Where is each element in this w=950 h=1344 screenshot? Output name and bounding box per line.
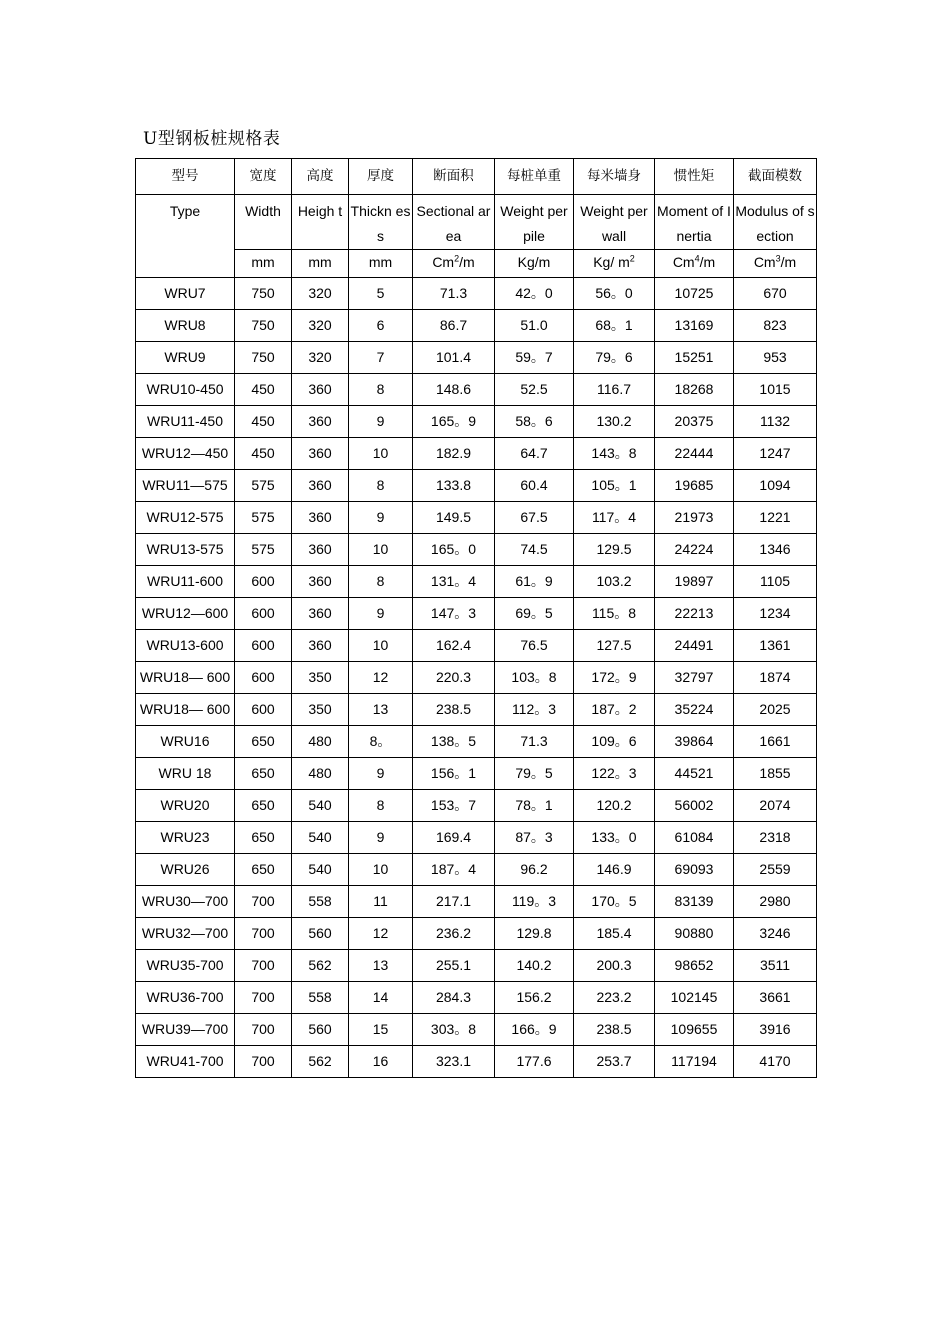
cell-sectional-area: 169.4 xyxy=(413,822,495,854)
cell-sectional-area: 71.3 xyxy=(413,278,495,310)
cell-type: WRU12—450 xyxy=(136,438,235,470)
cell-height: 360 xyxy=(292,598,349,630)
cell-modulus-of-section: 1346 xyxy=(734,534,817,566)
cell-width: 450 xyxy=(235,374,292,406)
cell-type: WRU9 xyxy=(136,342,235,374)
header-cn-width: 宽度 xyxy=(235,159,292,195)
cell-moment-of-inertia: 35224 xyxy=(655,694,734,726)
cell-weight-per-pile: 58。6 xyxy=(495,406,574,438)
cell-type: WRU39—700 xyxy=(136,1014,235,1046)
cell-width: 600 xyxy=(235,630,292,662)
cell-weight-per-wall: 187。2 xyxy=(574,694,655,726)
cell-width: 600 xyxy=(235,662,292,694)
table-row xyxy=(136,438,817,470)
cell-weight-per-pile: 156.2 xyxy=(495,982,574,1014)
cell-height: 540 xyxy=(292,854,349,886)
cell-width: 650 xyxy=(235,726,292,758)
cell-moment-of-inertia: 109655 xyxy=(655,1014,734,1046)
cell-weight-per-wall: 115。8 xyxy=(574,598,655,630)
unit-base: Cm xyxy=(432,254,455,270)
cell-modulus-of-section: 1132 xyxy=(734,406,817,438)
unit-type xyxy=(136,250,235,278)
table-row xyxy=(136,374,817,406)
cell-type: WRU12-575 xyxy=(136,502,235,534)
cell-sectional-area: 149.5 xyxy=(413,502,495,534)
cell-type: WRU 18 xyxy=(136,758,235,790)
cell-modulus-of-section: 1015 xyxy=(734,374,817,406)
table-row xyxy=(136,950,817,982)
unit-base: Kg/ m xyxy=(593,254,630,270)
cell-width: 700 xyxy=(235,950,292,982)
cell-moment-of-inertia: 10725 xyxy=(655,278,734,310)
cell-modulus-of-section: 3916 xyxy=(734,1014,817,1046)
cell-sectional-area: 323.1 xyxy=(413,1046,495,1078)
cell-thickness: 12 xyxy=(349,918,413,950)
cell-weight-per-wall: 105。1 xyxy=(574,470,655,502)
table-row xyxy=(136,502,817,534)
cell-type: WRU18— 600 xyxy=(136,694,235,726)
cell-modulus-of-section: 1855 xyxy=(734,758,817,790)
cell-thickness: 11 xyxy=(349,886,413,918)
table-row xyxy=(136,630,817,662)
cell-width: 700 xyxy=(235,982,292,1014)
unit-weight-per-pile: Kg/m xyxy=(495,250,574,278)
table-row xyxy=(136,726,817,758)
header-cn-weight-per-pile: 每桩单重 xyxy=(495,159,574,195)
cell-moment-of-inertia: 19897 xyxy=(655,566,734,598)
cell-type: WRU7 xyxy=(136,278,235,310)
cell-height: 360 xyxy=(292,406,349,438)
cell-weight-per-pile: 76.5 xyxy=(495,630,574,662)
cell-weight-per-pile: 61。9 xyxy=(495,566,574,598)
cell-weight-per-wall: 200.3 xyxy=(574,950,655,982)
cell-width: 575 xyxy=(235,470,292,502)
cell-weight-per-pile: 166。9 xyxy=(495,1014,574,1046)
cell-moment-of-inertia: 18268 xyxy=(655,374,734,406)
cell-thickness: 9 xyxy=(349,502,413,534)
table-row xyxy=(136,470,817,502)
cell-width: 700 xyxy=(235,918,292,950)
unit-base: Cm xyxy=(753,254,776,270)
cell-moment-of-inertia: 56002 xyxy=(655,790,734,822)
header-cn-modulus-of-section: 截面模数 xyxy=(734,159,817,195)
cell-width: 600 xyxy=(235,566,292,598)
table-row xyxy=(136,694,817,726)
cell-weight-per-wall: 68。1 xyxy=(574,310,655,342)
table-row xyxy=(136,1014,817,1046)
cell-type: WRU13-575 xyxy=(136,534,235,566)
cell-type: WRU23 xyxy=(136,822,235,854)
cell-weight-per-wall: 238.5 xyxy=(574,1014,655,1046)
table-row xyxy=(136,1046,817,1078)
cell-width: 650 xyxy=(235,758,292,790)
cell-sectional-area: 217.1 xyxy=(413,886,495,918)
cell-thickness: 8 xyxy=(349,790,413,822)
cell-modulus-of-section: 3511 xyxy=(734,950,817,982)
cell-thickness: 16 xyxy=(349,1046,413,1078)
cell-height: 562 xyxy=(292,950,349,982)
cell-type: WRU18— 600 xyxy=(136,662,235,694)
cell-modulus-of-section: 1105 xyxy=(734,566,817,598)
unit-exponent: 2 xyxy=(454,253,460,264)
cell-height: 360 xyxy=(292,502,349,534)
cell-modulus-of-section: 1661 xyxy=(734,726,817,758)
unit-width: mm xyxy=(235,250,292,278)
cell-moment-of-inertia: 69093 xyxy=(655,854,734,886)
unit-weight-per-wall xyxy=(574,250,655,278)
cell-modulus-of-section: 823 xyxy=(734,310,817,342)
unit-exponent: 3 xyxy=(775,253,781,264)
header-en-thickness: Thickn ess xyxy=(349,195,413,250)
table-row xyxy=(136,822,817,854)
cell-weight-per-pile: 69。5 xyxy=(495,598,574,630)
cell-weight-per-pile: 140.2 xyxy=(495,950,574,982)
cell-height: 360 xyxy=(292,630,349,662)
cell-sectional-area: 147。3 xyxy=(413,598,495,630)
cell-width: 600 xyxy=(235,694,292,726)
cell-sectional-area: 162.4 xyxy=(413,630,495,662)
cell-sectional-area: 303。8 xyxy=(413,1014,495,1046)
cell-sectional-area: 86.7 xyxy=(413,310,495,342)
unit-height: mm xyxy=(292,250,349,278)
cell-height: 562 xyxy=(292,1046,349,1078)
cell-sectional-area: 165。9 xyxy=(413,406,495,438)
header-row-english xyxy=(136,195,817,250)
cell-thickness: 13 xyxy=(349,950,413,982)
cell-height: 560 xyxy=(292,1014,349,1046)
header-en-weight-per-pile: Weight per pile xyxy=(495,195,574,250)
cell-width: 575 xyxy=(235,534,292,566)
table-row xyxy=(136,758,817,790)
cell-weight-per-wall: 223.2 xyxy=(574,982,655,1014)
cell-weight-per-wall: 172。9 xyxy=(574,662,655,694)
cell-type: WRU8 xyxy=(136,310,235,342)
cell-width: 450 xyxy=(235,438,292,470)
unit-exponent: 2 xyxy=(629,253,635,264)
table-row xyxy=(136,278,817,310)
cell-sectional-area: 148.6 xyxy=(413,374,495,406)
cell-weight-per-wall: 79。6 xyxy=(574,342,655,374)
cell-sectional-area: 238.5 xyxy=(413,694,495,726)
table-row xyxy=(136,662,817,694)
header-en-moment-of-inertia: Moment of Inertia xyxy=(655,195,734,250)
cell-weight-per-pile: 42。0 xyxy=(495,278,574,310)
cell-type: WRU13-600 xyxy=(136,630,235,662)
cell-width: 650 xyxy=(235,822,292,854)
cell-type: WRU35-700 xyxy=(136,950,235,982)
cell-thickness: 10 xyxy=(349,854,413,886)
unit-sectional-area xyxy=(413,250,495,278)
cell-moment-of-inertia: 32797 xyxy=(655,662,734,694)
cell-height: 540 xyxy=(292,822,349,854)
header-en-modulus-of-section: Modulus of section xyxy=(734,195,817,250)
cell-weight-per-wall: 56。0 xyxy=(574,278,655,310)
cell-width: 575 xyxy=(235,502,292,534)
cell-weight-per-pile: 96.2 xyxy=(495,854,574,886)
cell-weight-per-wall: 122。3 xyxy=(574,758,655,790)
cell-sectional-area: 101.4 xyxy=(413,342,495,374)
cell-height: 360 xyxy=(292,566,349,598)
table-row xyxy=(136,534,817,566)
cell-sectional-area: 284.3 xyxy=(413,982,495,1014)
header-cn-moment-of-inertia: 惯性矩 xyxy=(655,159,734,195)
header-row-units xyxy=(136,250,817,278)
cell-height: 360 xyxy=(292,534,349,566)
header-en-sectional-area: Sectional area xyxy=(413,195,495,250)
cell-sectional-area: 165。0 xyxy=(413,534,495,566)
cell-weight-per-pile: 129.8 xyxy=(495,918,574,950)
cell-weight-per-wall: 170。5 xyxy=(574,886,655,918)
cell-weight-per-pile: 64.7 xyxy=(495,438,574,470)
cell-modulus-of-section: 2980 xyxy=(734,886,817,918)
cell-thickness: 9 xyxy=(349,822,413,854)
cell-weight-per-wall: 130.2 xyxy=(574,406,655,438)
cell-height: 360 xyxy=(292,470,349,502)
cell-thickness: 8 xyxy=(349,374,413,406)
unit-modulus-of-section xyxy=(734,250,817,278)
table-row xyxy=(136,406,817,438)
cell-thickness: 6 xyxy=(349,310,413,342)
cell-moment-of-inertia: 24224 xyxy=(655,534,734,566)
cell-modulus-of-section: 3246 xyxy=(734,918,817,950)
cell-height: 360 xyxy=(292,374,349,406)
cell-moment-of-inertia: 15251 xyxy=(655,342,734,374)
cell-weight-per-pile: 119。3 xyxy=(495,886,574,918)
cell-weight-per-wall: 185.4 xyxy=(574,918,655,950)
unit-base: Cm xyxy=(672,254,695,270)
table-row xyxy=(136,598,817,630)
header-en-height: Heigh t xyxy=(292,195,349,250)
cell-sectional-area: 236.2 xyxy=(413,918,495,950)
header-cn-height: 高度 xyxy=(292,159,349,195)
cell-width: 650 xyxy=(235,790,292,822)
cell-height: 480 xyxy=(292,758,349,790)
table-row xyxy=(136,918,817,950)
cell-weight-per-wall: 116.7 xyxy=(574,374,655,406)
cell-thickness: 14 xyxy=(349,982,413,1014)
cell-sectional-area: 182.9 xyxy=(413,438,495,470)
unit-tail: /m xyxy=(780,254,797,270)
cell-height: 360 xyxy=(292,438,349,470)
cell-moment-of-inertia: 24491 xyxy=(655,630,734,662)
cell-weight-per-pile: 112。3 xyxy=(495,694,574,726)
cell-type: WRU10-450 xyxy=(136,374,235,406)
unit-exponent: 4 xyxy=(694,253,700,264)
table-row xyxy=(136,566,817,598)
cell-width: 650 xyxy=(235,854,292,886)
cell-modulus-of-section: 1361 xyxy=(734,630,817,662)
cell-height: 540 xyxy=(292,790,349,822)
cell-sectional-area: 131。4 xyxy=(413,566,495,598)
cell-modulus-of-section: 670 xyxy=(734,278,817,310)
cell-type: WRU26 xyxy=(136,854,235,886)
cell-height: 350 xyxy=(292,694,349,726)
cell-weight-per-pile: 87。3 xyxy=(495,822,574,854)
spec-table xyxy=(135,158,817,1078)
cell-type: WRU30—700 xyxy=(136,886,235,918)
cell-moment-of-inertia: 39864 xyxy=(655,726,734,758)
table-row xyxy=(136,790,817,822)
table-row xyxy=(136,342,817,374)
header-cn-type: 型号 xyxy=(136,159,235,195)
cell-weight-per-pile: 74.5 xyxy=(495,534,574,566)
cell-weight-per-pile: 78。1 xyxy=(495,790,574,822)
cell-width: 700 xyxy=(235,1014,292,1046)
header-row-chinese xyxy=(136,159,817,195)
cell-type: WRU11-450 xyxy=(136,406,235,438)
cell-type: WRU20 xyxy=(136,790,235,822)
cell-thickness: 12 xyxy=(349,662,413,694)
cell-modulus-of-section: 953 xyxy=(734,342,817,374)
cell-modulus-of-section: 3661 xyxy=(734,982,817,1014)
cell-weight-per-pile: 51.0 xyxy=(495,310,574,342)
cell-weight-per-wall: 109。6 xyxy=(574,726,655,758)
unit-tail: /m xyxy=(699,254,716,270)
cell-weight-per-pile: 79。5 xyxy=(495,758,574,790)
cell-weight-per-pile: 177.6 xyxy=(495,1046,574,1078)
cell-width: 750 xyxy=(235,278,292,310)
cell-modulus-of-section: 2318 xyxy=(734,822,817,854)
cell-thickness: 10 xyxy=(349,438,413,470)
cell-moment-of-inertia: 22444 xyxy=(655,438,734,470)
cell-moment-of-inertia: 102145 xyxy=(655,982,734,1014)
cell-weight-per-pile: 59。7 xyxy=(495,342,574,374)
cell-moment-of-inertia: 90880 xyxy=(655,918,734,950)
cell-modulus-of-section: 4170 xyxy=(734,1046,817,1078)
cell-thickness: 9 xyxy=(349,598,413,630)
cell-type: WRU12—600 xyxy=(136,598,235,630)
cell-moment-of-inertia: 21973 xyxy=(655,502,734,534)
cell-moment-of-inertia: 44521 xyxy=(655,758,734,790)
cell-height: 558 xyxy=(292,982,349,1014)
cell-width: 750 xyxy=(235,310,292,342)
cell-thickness: 9 xyxy=(349,406,413,438)
table-row xyxy=(136,982,817,1014)
table-row xyxy=(136,854,817,886)
cell-height: 480 xyxy=(292,726,349,758)
cell-moment-of-inertia: 83139 xyxy=(655,886,734,918)
cell-modulus-of-section: 2025 xyxy=(734,694,817,726)
cell-moment-of-inertia: 61084 xyxy=(655,822,734,854)
cell-weight-per-wall: 103.2 xyxy=(574,566,655,598)
page-title: U型钢板桩规格表 xyxy=(143,129,281,149)
cell-sectional-area: 255.1 xyxy=(413,950,495,982)
cell-modulus-of-section: 1221 xyxy=(734,502,817,534)
cell-type: WRU16 xyxy=(136,726,235,758)
cell-moment-of-inertia: 98652 xyxy=(655,950,734,982)
cell-weight-per-pile: 52.5 xyxy=(495,374,574,406)
cell-height: 558 xyxy=(292,886,349,918)
cell-height: 320 xyxy=(292,342,349,374)
table-row xyxy=(136,310,817,342)
header-cn-thickness: 厚度 xyxy=(349,159,413,195)
cell-thickness: 10 xyxy=(349,534,413,566)
cell-type: WRU11-600 xyxy=(136,566,235,598)
cell-type: WRU11—575 xyxy=(136,470,235,502)
cell-modulus-of-section: 1234 xyxy=(734,598,817,630)
cell-thickness: 7 xyxy=(349,342,413,374)
cell-weight-per-wall: 143。8 xyxy=(574,438,655,470)
table-body xyxy=(136,159,817,1078)
cell-weight-per-pile: 60.4 xyxy=(495,470,574,502)
cell-modulus-of-section: 1094 xyxy=(734,470,817,502)
header-en-weight-per-wall: Weight per wall xyxy=(574,195,655,250)
cell-thickness: 13 xyxy=(349,694,413,726)
unit-moment-of-inertia xyxy=(655,250,734,278)
header-cn-weight-per-wall: 每米墙身 xyxy=(574,159,655,195)
cell-sectional-area: 153。7 xyxy=(413,790,495,822)
cell-moment-of-inertia: 22213 xyxy=(655,598,734,630)
cell-thickness: 9 xyxy=(349,758,413,790)
cell-weight-per-pile: 103。8 xyxy=(495,662,574,694)
cell-weight-per-wall: 133。0 xyxy=(574,822,655,854)
cell-thickness: 5 xyxy=(349,278,413,310)
cell-width: 700 xyxy=(235,1046,292,1078)
cell-weight-per-wall: 120.2 xyxy=(574,790,655,822)
cell-weight-per-pile: 67.5 xyxy=(495,502,574,534)
cell-thickness: 8。 xyxy=(349,726,413,758)
cell-type: WRU36-700 xyxy=(136,982,235,1014)
cell-weight-per-wall: 129.5 xyxy=(574,534,655,566)
header-cn-sectional-area: 断面积 xyxy=(413,159,495,195)
cell-moment-of-inertia: 117194 xyxy=(655,1046,734,1078)
cell-width: 450 xyxy=(235,406,292,438)
cell-modulus-of-section: 1874 xyxy=(734,662,817,694)
cell-sectional-area: 220.3 xyxy=(413,662,495,694)
cell-height: 320 xyxy=(292,278,349,310)
header-en-type: Type xyxy=(136,195,235,250)
cell-modulus-of-section: 2559 xyxy=(734,854,817,886)
cell-height: 350 xyxy=(292,662,349,694)
header-en-width: Width xyxy=(235,195,292,250)
unit-thickness: mm xyxy=(349,250,413,278)
cell-thickness: 8 xyxy=(349,470,413,502)
cell-weight-per-wall: 127.5 xyxy=(574,630,655,662)
cell-width: 750 xyxy=(235,342,292,374)
unit-tail: /m xyxy=(459,254,475,270)
cell-width: 600 xyxy=(235,598,292,630)
cell-width: 700 xyxy=(235,886,292,918)
cell-type: WRU41-700 xyxy=(136,1046,235,1078)
cell-modulus-of-section: 2074 xyxy=(734,790,817,822)
cell-sectional-area: 133.8 xyxy=(413,470,495,502)
cell-height: 320 xyxy=(292,310,349,342)
cell-weight-per-wall: 253.7 xyxy=(574,1046,655,1078)
cell-thickness: 10 xyxy=(349,630,413,662)
cell-weight-per-wall: 117。4 xyxy=(574,502,655,534)
table-row xyxy=(136,886,817,918)
cell-modulus-of-section: 1247 xyxy=(734,438,817,470)
cell-sectional-area: 156。1 xyxy=(413,758,495,790)
cell-moment-of-inertia: 20375 xyxy=(655,406,734,438)
cell-sectional-area: 138。5 xyxy=(413,726,495,758)
cell-sectional-area: 187。4 xyxy=(413,854,495,886)
cell-weight-per-pile: 71.3 xyxy=(495,726,574,758)
cell-type: WRU32—700 xyxy=(136,918,235,950)
cell-moment-of-inertia: 19685 xyxy=(655,470,734,502)
cell-weight-per-wall: 146.9 xyxy=(574,854,655,886)
cell-moment-of-inertia: 13169 xyxy=(655,310,734,342)
cell-height: 560 xyxy=(292,918,349,950)
cell-thickness: 8 xyxy=(349,566,413,598)
cell-thickness: 15 xyxy=(349,1014,413,1046)
